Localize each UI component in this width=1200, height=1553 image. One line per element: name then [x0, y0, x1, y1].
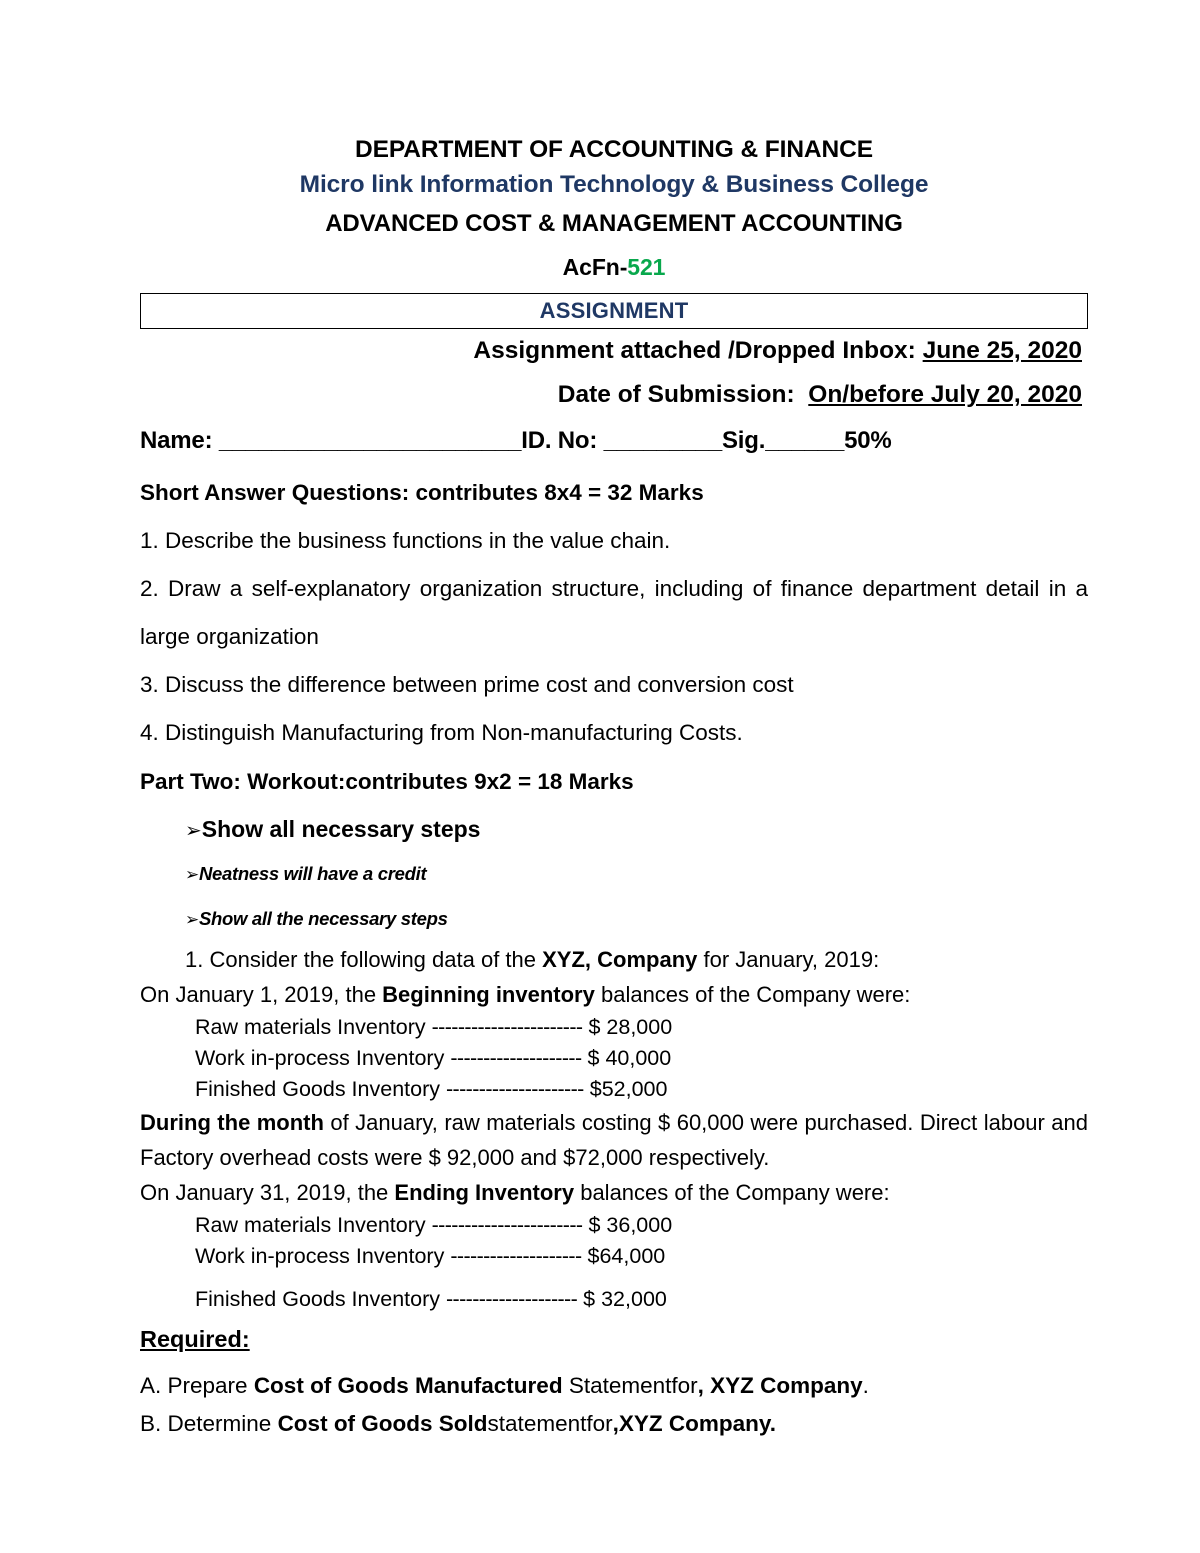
inventory-row-value: $ 28,000 [588, 1015, 673, 1039]
submission-date-label: Date of Submission: [557, 381, 795, 408]
part-two-title: Part Two: Workout:contributes 9x2 = 18 Marks [140, 769, 634, 794]
required-item-b-bold-company: ,XYZ Company. [612, 1411, 776, 1436]
student-identification-line [140, 417, 1088, 465]
beginning-inventory-heading [140, 977, 1088, 1012]
inventory-row-leader: -------------------- [450, 1244, 582, 1268]
id-label: ID. No: [521, 427, 598, 454]
short-answer-section-title: Short Answer Questions: contributes 8x4 = 32 Marks [140, 480, 704, 505]
weight-percent: 50% [844, 427, 892, 454]
problem-1-intro [140, 942, 1088, 977]
arrow-bullet-icon: ➢ [185, 865, 199, 885]
inventory-row-label: Raw materials Inventory [195, 1015, 426, 1039]
required-item-a-suffix: . [862, 1373, 869, 1398]
inventory-row-label: Work in-process Inventory [195, 1046, 445, 1070]
short-answer-question-2: 2. Draw a self-explanatory organization structure, including of finance department detail in a large organization [140, 576, 1088, 649]
ending-inventory-tail: balances of the Company were: [574, 1180, 890, 1205]
id-blank-field[interactable]: _________ [603, 427, 722, 454]
inventory-row-leader: --------------------- [445, 1077, 584, 1101]
required-title: Required: [140, 1326, 250, 1352]
required-item-b-prefix: B. Determine [140, 1411, 278, 1436]
during-month-paragraph [140, 1105, 1088, 1175]
header-department: DEPARTMENT OF ACCOUNTING & FINANCE [355, 136, 873, 163]
required-item-b-middle: statementfor [487, 1411, 613, 1436]
assignment-attached-date: June 25, 2020 [922, 337, 1082, 364]
required-item-b [140, 1405, 1088, 1443]
inventory-row-leader: ----------------------- [431, 1015, 583, 1039]
document-content [140, 132, 1088, 1443]
inventory-row-label: Finished Goods Inventory [195, 1287, 440, 1311]
inventory-row-leader: -------------------- [450, 1046, 582, 1070]
during-month-text: of January, raw materials costing $ 60,000 were purchased. Direct labour and Factory overhead costs were $ 92,000 and $72,000 respectively. [140, 1110, 1088, 1170]
required-item-a-prefix: A. Prepare [140, 1373, 254, 1398]
required-item-a [140, 1367, 1088, 1405]
part-two-bullet-1-text: Show all necessary steps [201, 816, 481, 842]
problem-1-intro-prefix: 1. Consider the following data of the [185, 947, 543, 972]
problem-1-company-name: XYZ, Company [542, 947, 698, 972]
assignment-title-box [140, 293, 1088, 329]
arrow-bullet-icon: ➢ [185, 818, 202, 842]
name-label: Name: [140, 427, 213, 454]
part-two-bullet-1 [140, 807, 1088, 852]
header-college: Micro link Information Technology & Business College [299, 171, 929, 198]
course-code-prefix: AcFn- [562, 254, 628, 280]
name-blank-field[interactable]: _______________________ [218, 427, 522, 454]
inventory-row-label: Raw materials Inventory [195, 1213, 426, 1237]
ending-inventory-lead: On January 31, 2019, the [140, 1180, 395, 1205]
submission-date-line [140, 373, 1088, 417]
short-answer-question-4: 4. Distinguish Manufacturing from Non-manufacturing Costs. [140, 720, 743, 745]
inventory-row-label: Finished Goods Inventory [195, 1077, 440, 1101]
header-course-code [140, 245, 1088, 289]
beginning-inventory-row [140, 1074, 1088, 1105]
ending-inventory-row [140, 1241, 1088, 1272]
inventory-row-value: $52,000 [589, 1077, 668, 1101]
inventory-row-leader: -------------------- [445, 1287, 578, 1311]
part-two-bullet-3 [140, 897, 1088, 942]
required-item-a-bold-statement: Cost of Goods Manufactured [253, 1373, 563, 1398]
inventory-row-leader: ----------------------- [431, 1213, 583, 1237]
part-two-bullet-2-text: Neatness will have a credit [198, 863, 427, 884]
beginning-inventory-row [140, 1012, 1088, 1043]
short-answer-question-1: 1. Describe the business functions in the value chain. [140, 528, 671, 553]
beginning-inventory-lead: On January 1, 2019, the [140, 982, 383, 1007]
beginning-inventory-tail: balances of the Company were: [594, 982, 911, 1007]
signature-label: Sig. [721, 427, 766, 454]
signature-blank-field[interactable]: ______ [765, 427, 845, 454]
ending-inventory-heading [140, 1175, 1088, 1210]
problem-1-intro-suffix: for January, 2019: [697, 947, 880, 972]
inventory-row-value: $ 32,000 [583, 1287, 667, 1311]
part-two-bullet-2 [140, 852, 1088, 897]
inventory-row-value: $64,000 [587, 1244, 666, 1268]
arrow-bullet-icon: ➢ [185, 910, 199, 930]
submission-date-value: On/before July 20, 2020 [808, 381, 1082, 408]
required-item-a-middle: Statementfor [562, 1373, 698, 1398]
beginning-inventory-bold: Beginning inventory [382, 982, 595, 1007]
assignment-label: ASSIGNMENT [539, 298, 689, 323]
during-month-bold: During the month [140, 1110, 324, 1135]
short-answer-question-3: 3. Discuss the difference between prime cost and conversion cost [140, 672, 794, 697]
inventory-row-label: Work in-process Inventory [195, 1244, 445, 1268]
required-item-a-bold-company: , XYZ Company [697, 1373, 863, 1398]
header-course-title: ADVANCED COST & MANAGEMENT ACCOUNTING [325, 210, 903, 237]
assignment-attached-label: Assignment attached /Dropped Inbox: [473, 337, 916, 364]
inventory-row-value: $ 36,000 [588, 1213, 673, 1237]
required-item-b-bold-statement: Cost of Goods Sold [277, 1411, 488, 1436]
course-code-number: 521 [627, 254, 666, 280]
ending-inventory-row [140, 1284, 1088, 1315]
beginning-inventory-row [140, 1043, 1088, 1074]
ending-inventory-bold: Ending Inventory [394, 1180, 575, 1205]
inventory-row-value: $ 40,000 [587, 1046, 672, 1070]
required-section [140, 1315, 1088, 1367]
part-two-bullet-3-text: Show all the necessary steps [198, 908, 448, 929]
assignment-attached-line [140, 329, 1088, 373]
ending-inventory-row [140, 1210, 1088, 1241]
